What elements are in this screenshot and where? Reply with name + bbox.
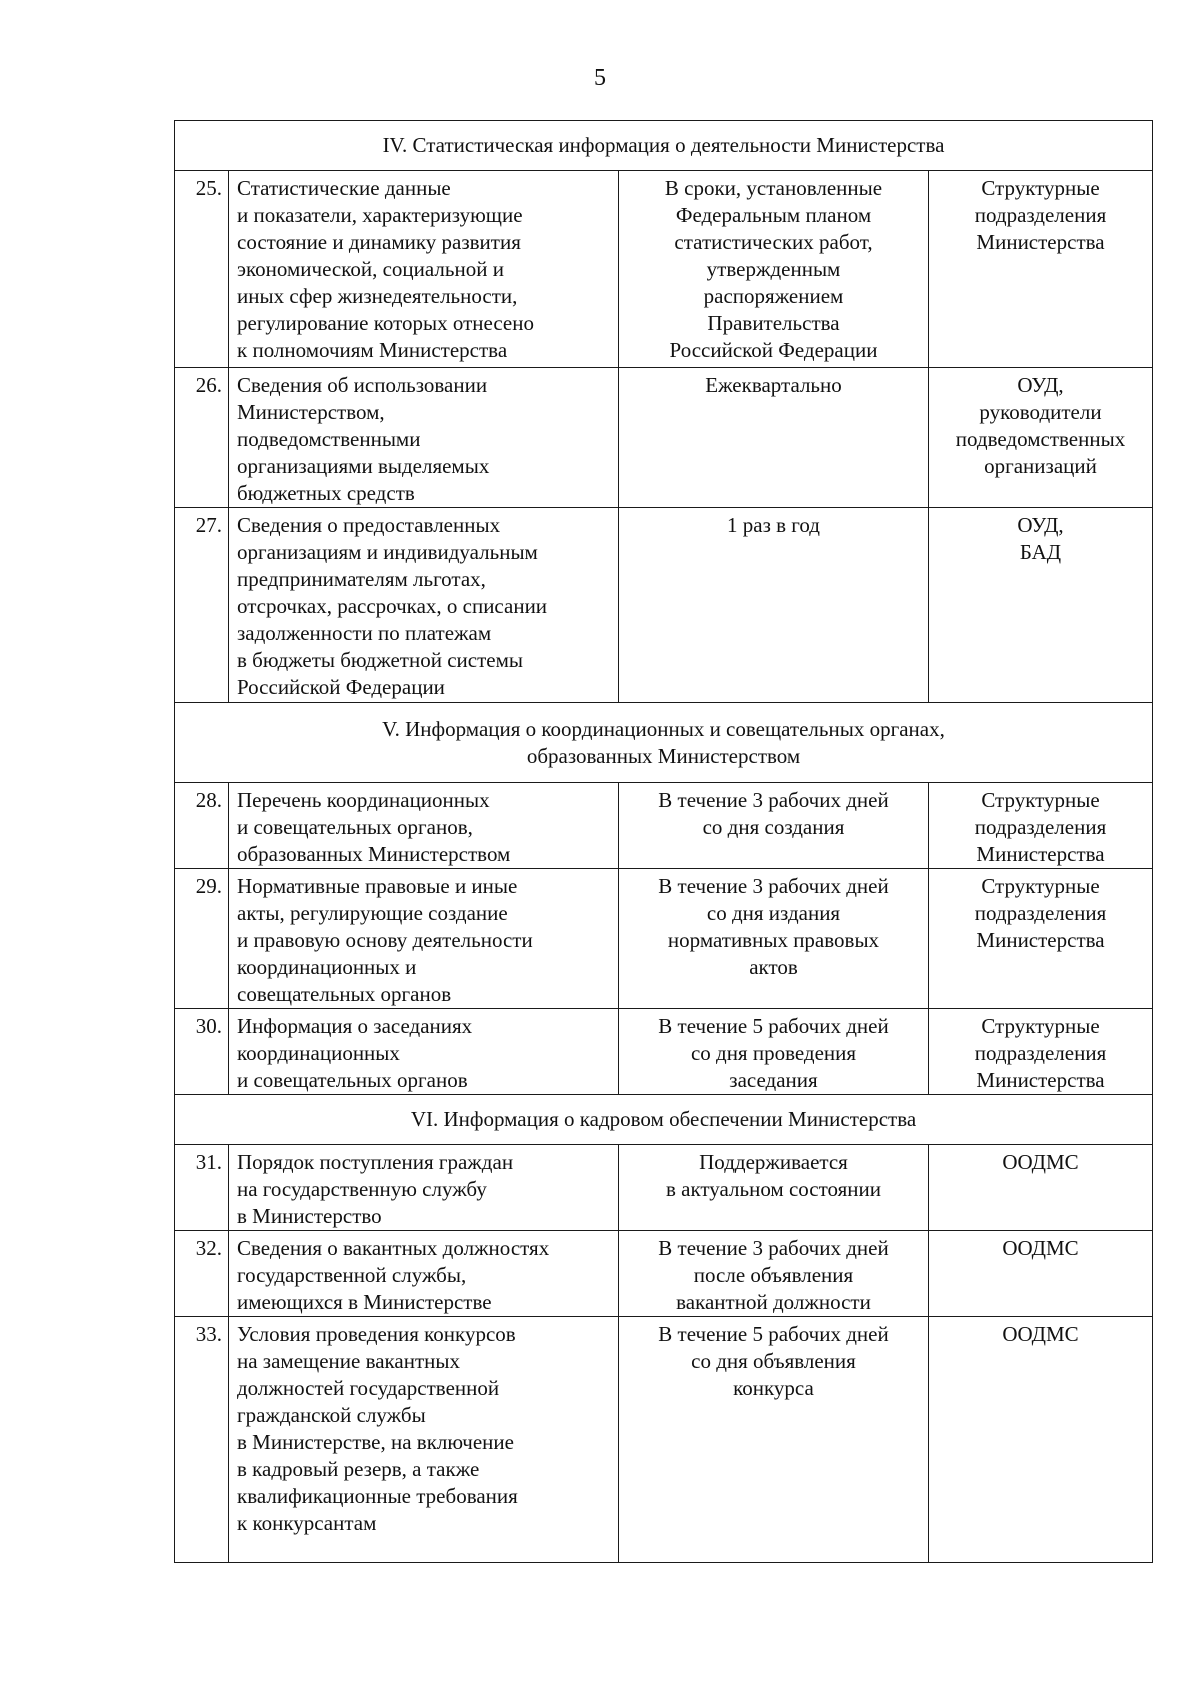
row-number: 33.	[175, 1317, 229, 1563]
table-row	[175, 508, 1153, 703]
table-row	[175, 171, 1153, 368]
row-number: 32.	[175, 1231, 229, 1317]
row-deadline: В течение 3 рабочих дней со дня создания	[619, 783, 929, 869]
row-description: Перечень координационных и совещательных органов, образованных Министерством	[229, 783, 619, 869]
row-deadline: 1 раз в год	[619, 508, 929, 703]
table-row	[175, 1009, 1153, 1095]
row-responsible: ОУД, руководители подведомственных организаций	[929, 368, 1153, 508]
section-header-row	[175, 121, 1153, 171]
row-description: Нормативные правовые и иные акты, регулирующие создание и правовую основу деятельности координационных и совещательных органов	[229, 869, 619, 1009]
table-row	[175, 1231, 1153, 1317]
row-description: Порядок поступления граждан на государственную службу в Министерство	[229, 1145, 619, 1231]
row-description: Условия проведения конкурсов на замещение вакантных должностей государственной гражданской службы в Министерстве, на включение в кадровый резерв, а также квалификационные требования к конкурсантам	[229, 1317, 619, 1563]
row-number: 28.	[175, 783, 229, 869]
disclosure-table	[174, 120, 1153, 1563]
row-description: Сведения об использовании Министерством, подведомственными организациями выделяемых бюджетных средств	[229, 368, 619, 508]
row-deadline: В течение 5 рабочих дней со дня объявления конкурса	[619, 1317, 929, 1563]
table-row	[175, 783, 1153, 869]
row-deadline: В течение 5 рабочих дней со дня проведения заседания	[619, 1009, 929, 1095]
row-responsible: ООДМС	[929, 1145, 1153, 1231]
section-title: IV. Статистическая информация о деятельности Министерства	[175, 121, 1153, 171]
row-deadline: В сроки, установленные Федеральным планом статистических работ, утвержденным распоряжением Правительства Российской Федерации	[619, 171, 929, 368]
table-row	[175, 1317, 1153, 1563]
row-responsible: ООДМС	[929, 1231, 1153, 1317]
row-number: 26.	[175, 368, 229, 508]
row-deadline: Ежеквартально	[619, 368, 929, 508]
row-number: 30.	[175, 1009, 229, 1095]
row-responsible: ООДМС	[929, 1317, 1153, 1563]
row-description: Сведения о вакантных должностях государственной службы, имеющихся в Министерстве	[229, 1231, 619, 1317]
row-deadline: В течение 3 рабочих дней со дня издания нормативных правовых актов	[619, 869, 929, 1009]
row-responsible: Структурные подразделения Министерства	[929, 171, 1153, 368]
section-header-row	[175, 703, 1153, 783]
row-responsible: Структурные подразделения Министерства	[929, 783, 1153, 869]
row-number: 29.	[175, 869, 229, 1009]
row-responsible: ОУД, БАД	[929, 508, 1153, 703]
row-description: Сведения о предоставленных организациям и индивидуальным предпринимателям льготах, отсрочках, рассрочках, о списании задолженности по платежам в бюджеты бюджетной системы Российской Федерации	[229, 508, 619, 703]
row-number: 27.	[175, 508, 229, 703]
page-number: 5	[594, 65, 606, 91]
section-title: V. Информация о координационных и совещательных органах, образованных Министерством	[175, 703, 1153, 783]
section-title: VI. Информация о кадровом обеспечении Министерства	[175, 1095, 1153, 1145]
row-deadline: В течение 3 рабочих дней после объявления вакантной должности	[619, 1231, 929, 1317]
table-row	[175, 869, 1153, 1009]
row-description: Информация о заседаниях координационных и совещательных органов	[229, 1009, 619, 1095]
row-description: Статистические данные и показатели, характеризующие состояние и динамику развития экономической, социальной и иных сфер жизнедеятельности, регулирование которых отнесено к полномочиям Министерства	[229, 171, 619, 368]
row-responsible: Структурные подразделения Министерства	[929, 869, 1153, 1009]
row-deadline: Поддерживается в актуальном состоянии	[619, 1145, 929, 1231]
table-row	[175, 1145, 1153, 1231]
section-header-row	[175, 1095, 1153, 1145]
row-number: 31.	[175, 1145, 229, 1231]
row-responsible: Структурные подразделения Министерства	[929, 1009, 1153, 1095]
row-number: 25.	[175, 171, 229, 368]
table-row	[175, 368, 1153, 508]
